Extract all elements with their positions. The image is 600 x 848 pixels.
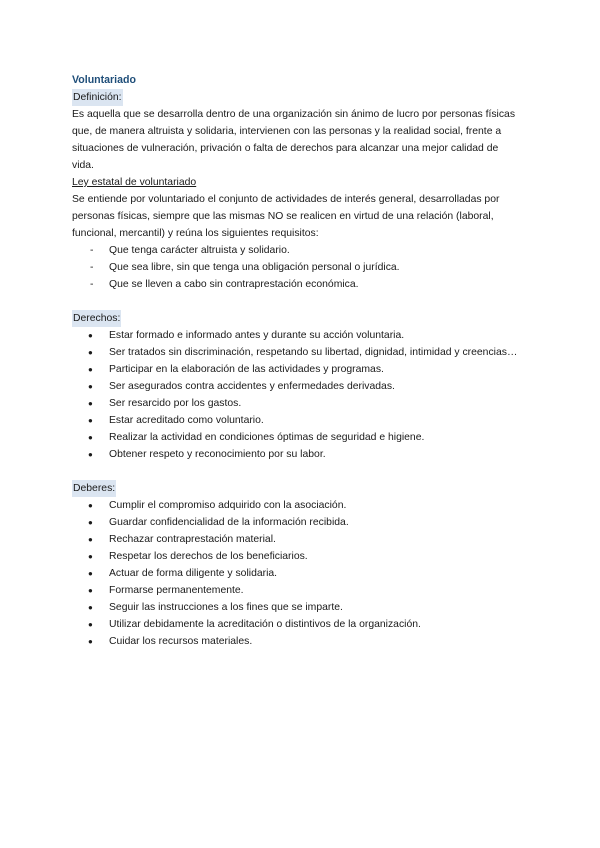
document-title: Voluntariado — [72, 74, 136, 86]
list-item: ● Obtener respeto y reconocimiento por su labor. — [72, 446, 520, 463]
list-item: ● Utilizar debidamente la acreditación o distintivos de la organización. — [72, 616, 520, 633]
deberes-list — [72, 497, 520, 650]
list-item: ● Rechazar contraprestación material. — [72, 531, 520, 548]
section-derechos — [72, 310, 520, 463]
list-item: ● Participar en la elaboración de las actividades y programas. — [72, 361, 520, 378]
section-ley — [72, 174, 520, 293]
list-item: - Que se lleven a cabo sin contraprestación económica. — [72, 276, 520, 293]
deberes-heading: Deberes: — [72, 480, 116, 497]
ley-text: Se entiende por voluntariado el conjunto de actividades de interés general, desarrolladas por personas físicas, siempre que las mismas NO se realicen en virtud de una relación (laboral, funcional, mercantil) y reúna los siguientes requisitos: — [72, 194, 500, 239]
spacer — [72, 463, 520, 480]
list-item: ● Ser asegurados contra accidentes y enfermedades derivadas. — [72, 378, 520, 395]
section-definicion — [72, 89, 520, 174]
list-item: ● Cumplir el compromiso adquirido con la asociación. — [72, 497, 520, 514]
list-item: - Que sea libre, sin que tenga una obligación personal o jurídica. — [72, 259, 520, 276]
list-item: ● Realizar la actividad en condiciones óptimas de seguridad e higiene. — [72, 429, 520, 446]
list-item: ● Seguir las instrucciones a los fines que se imparte. — [72, 599, 520, 616]
list-item: ● Cuidar los recursos materiales. — [72, 633, 520, 650]
section-deberes — [72, 480, 520, 650]
list-item: - Que tenga carácter altruista y solidario. — [72, 242, 520, 259]
list-item: ● Guardar confidencialidad de la información recibida. — [72, 514, 520, 531]
derechos-list — [72, 327, 520, 463]
ley-heading: Ley estatal de voluntariado — [72, 177, 197, 188]
list-item: ● Ser tratados sin discriminación, respetando su libertad, dignidad, intimidad y creencias… — [72, 344, 520, 361]
list-item: ● Respetar los derechos de los beneficiarios. — [72, 548, 520, 565]
list-item: ● Estar formado e informado antes y durante su acción voluntaria. — [72, 327, 520, 344]
definicion-heading: Definición: — [72, 89, 123, 106]
list-item: ● Ser resarcido por los gastos. — [72, 395, 520, 412]
list-item: ● Formarse permanentemente. — [72, 582, 520, 599]
requisitos-list — [72, 242, 520, 293]
definicion-text: Es aquella que se desarrolla dentro de una organización sin ánimo de lucro por personas físicas que, de manera altruista y solidaria, intervienen con las personas y la realidad social, frente a situaciones de vulneración, privación o falta de derechos para alcanzar una mejor calidad de vida. — [72, 109, 516, 171]
derechos-heading: Derechos: — [72, 310, 121, 327]
spacer — [72, 293, 520, 310]
list-item: ● Actuar de forma diligente y solidaria. — [72, 565, 520, 582]
list-item: ● Estar acreditado como voluntario. — [72, 412, 520, 429]
